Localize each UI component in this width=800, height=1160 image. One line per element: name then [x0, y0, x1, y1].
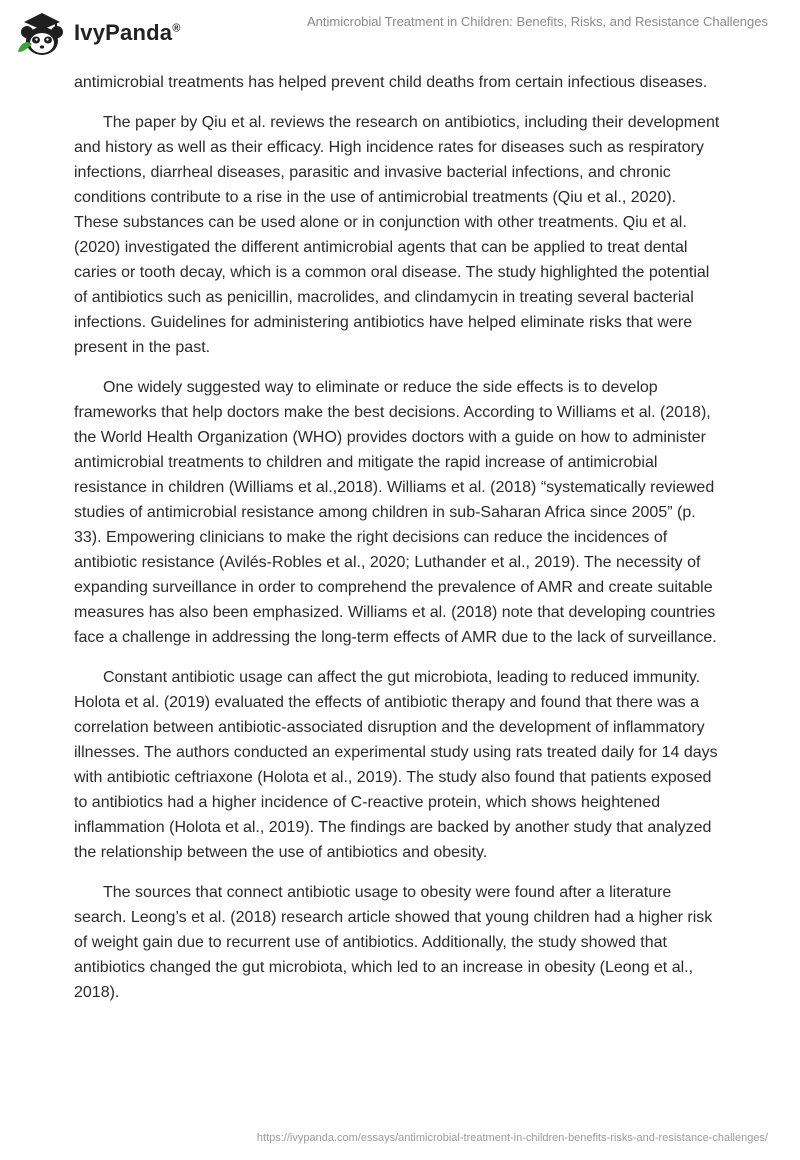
source-url-link[interactable]: https://ivypanda.com/essays/antimicrobial-treatment-in-children-benefits-risks-and-resistance-challenges/ [256, 1132, 768, 1144]
panda-graduate-icon [14, 8, 70, 58]
page-header [0, 0, 800, 60]
paragraph: antimicrobial treatments has helped prevent child deaths from certain infectious diseases. [74, 74, 708, 91]
document-title: Antimicrobial Treatment in Children: Benefits, Risks, and Resistance Challenges [307, 14, 768, 29]
paragraph: Constant antibiotic usage can affect the gut microbiota, leading to reduced immunity. Holota et al. (2019) evaluated the effects of antibiotic therapy and found that there was a correlation between antibiotic-associated disruption and the development of inflammatory illnesses. The authors conducted an experimental study using rats treated daily for 14 days with antibiotic ceftriaxone (Holota et al., 2019). The study also found that patients exposed to antibiotics had a higher incidence of C-reactive protein, which shows heightened inflammation (Holota et al., 2019). The findings are backed by another study that analyzed the relationship between the use of antibiotics and obesity. [74, 669, 718, 861]
brand-name [74, 20, 181, 46]
registered-mark: ® [172, 22, 181, 35]
paragraph: The sources that connect antibiotic usage to obesity were found after a literature search. Leong’s et al. (2018) research article showed that young children had a higher risk of weight gain due to recurrent use of antibiotics. Additionally, the study showed that antibiotics changed the gut microbiota, which led to an increase in obesity (Leong et al., 2018). [74, 884, 713, 1001]
essay-body [74, 70, 724, 1020]
paragraph: One widely suggested way to eliminate or reduce the side effects is to develop frameworks that help doctors make the best decisions. According to Williams et al. (2018), the World Health Organization (WHO) provides doctors with a guide on how to administer antimicrobial treatments to children and mitigate the rapid increase of antimicrobial resistance in children (Williams et al.,2018). Williams et al. (2018) “systematically reviewed studies of antimicrobial resistance among children in sub-Saharan Africa since 2005” (p. 33). Empowering clinicians to make the right decisions can reduce the incidences of antibiotic resistance (Avilés-Robles et al., 2020; Luthander et al., 2019). The necessity of expanding surveillance in order to comprehend the prevalence of AMR and create suitable measures has also been emphasized. Williams et al. (2018) note that developing countries face a challenge in addressing the long-term effects of AMR due to the lack of surveillance. [74, 379, 717, 646]
brand-logo[interactable] [14, 8, 181, 58]
brand-text: IvyPanda [74, 20, 173, 45]
paragraph: The paper by Qiu et al. reviews the research on antibiotics, including their development and history as well as their efficacy. High incidence rates for diseases such as respiratory infections, diarrheal diseases, parasitic and invasive bacterial infections, and chronic conditions contribute to a rise in the use of antimicrobial treatments (Qiu et al., 2020). These substances can be used alone or in conjunction with other treatments. Qiu et al. (2020) investigated the different antimicrobial agents that can be applied to treat dental caries or tooth decay, which is a common oral disease. The study highlighted the potential of antibiotics such as penicillin, macrolides, and clindamycin in treating several bacterial infections. Guidelines for administering antibiotics have helped eliminate risks that were present in the past. [74, 114, 720, 356]
